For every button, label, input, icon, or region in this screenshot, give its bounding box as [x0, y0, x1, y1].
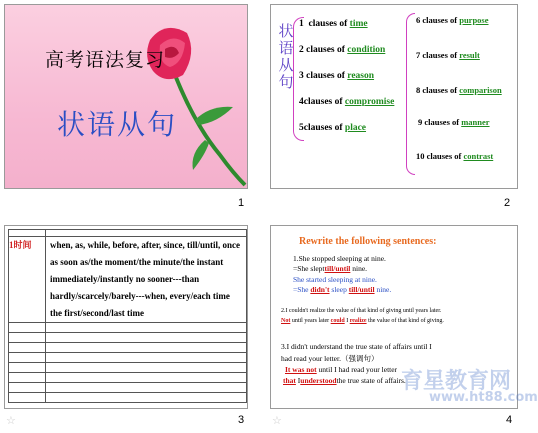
time-line-4: hardly/scarcely/barely---when, every/each time — [50, 291, 230, 301]
slide-number-4: 4 — [506, 414, 513, 426]
clause-2: 2 clauses of condition — [299, 45, 386, 55]
watermark: 育星教育网 — [401, 369, 512, 394]
sentence-1: 1.She stopped sleeping at nine. — [293, 254, 386, 263]
slide-number-1: 1 — [238, 197, 245, 209]
clause-10: 10 clauses of contrast — [416, 151, 494, 161]
clause-3: 3 clauses of reason — [299, 71, 375, 81]
clause-7: 7 clauses of result — [416, 50, 480, 60]
sentence-2-rewrite: Not until years later could I realize the value of that kind of giving. — [281, 318, 444, 324]
clause-table — [8, 229, 247, 403]
vertical-title: 状语从句 — [278, 22, 294, 91]
time-line-1: when, as, while, before, after, since, till/until, once — [50, 240, 240, 250]
time-line-2: as soon as/the moment/the minute/the instant — [50, 257, 224, 267]
sentence-3: 3.I didn't understand the true state of affairs until I — [281, 342, 432, 351]
slide-thumbnail-1[interactable] — [4, 4, 248, 189]
rewrite-heading: Rewrite the following sentences: — [299, 236, 437, 247]
clause-1: 1 clauses of time — [299, 19, 368, 29]
slide-thumbnail-2[interactable] — [270, 4, 518, 189]
sentence-3-rewrite: It was not until I had read your letter — [285, 365, 398, 374]
slide-number-3: 3 — [238, 414, 245, 426]
sentence-3-rewrite-b: that Iunderstoodthe true state of affairs. — [283, 376, 406, 385]
clause-4: 4clauses of compromise — [299, 97, 395, 107]
slide-thumbnail-4[interactable] — [270, 225, 538, 409]
sentence-3b: had read your letter.（强调句） — [281, 354, 379, 363]
time-line-3: immediately/instantly no sooner---than — [50, 274, 200, 284]
right-bracket — [406, 13, 415, 175]
slide-thumbnail-3[interactable] — [4, 225, 248, 409]
row-label-time: 1时间 — [9, 240, 32, 250]
sentence-1b: She started sleeping at nine. — [293, 275, 377, 284]
clause-6: 6 clauses of purpose — [416, 15, 489, 25]
clause-8: 8 clauses of comparison — [416, 85, 502, 95]
clause-5: 5clauses of place — [299, 123, 367, 133]
slide-number-2: 2 — [504, 197, 511, 209]
star-icon[interactable]: ☆ — [6, 414, 16, 427]
sentence-1b-rewrite: =She didn't sleep till/until nine. — [293, 285, 392, 294]
watermark-url: www.ht88.com — [429, 390, 538, 405]
clause-9: 9 clauses of manner — [418, 117, 490, 127]
sentence-2: 2.I couldn't realize the value of that kind of giving until years later. — [281, 308, 442, 314]
time-line-5: the first/second/last time — [50, 308, 144, 318]
rose-image — [5, 5, 249, 190]
slide-subtitle: 状语从句 — [57, 108, 178, 141]
slide-title: 高考语法复习 — [45, 49, 166, 71]
star-icon-2[interactable]: ☆ — [272, 414, 282, 427]
sentence-1-rewrite: =She slepttill/until nine. — [293, 264, 368, 273]
